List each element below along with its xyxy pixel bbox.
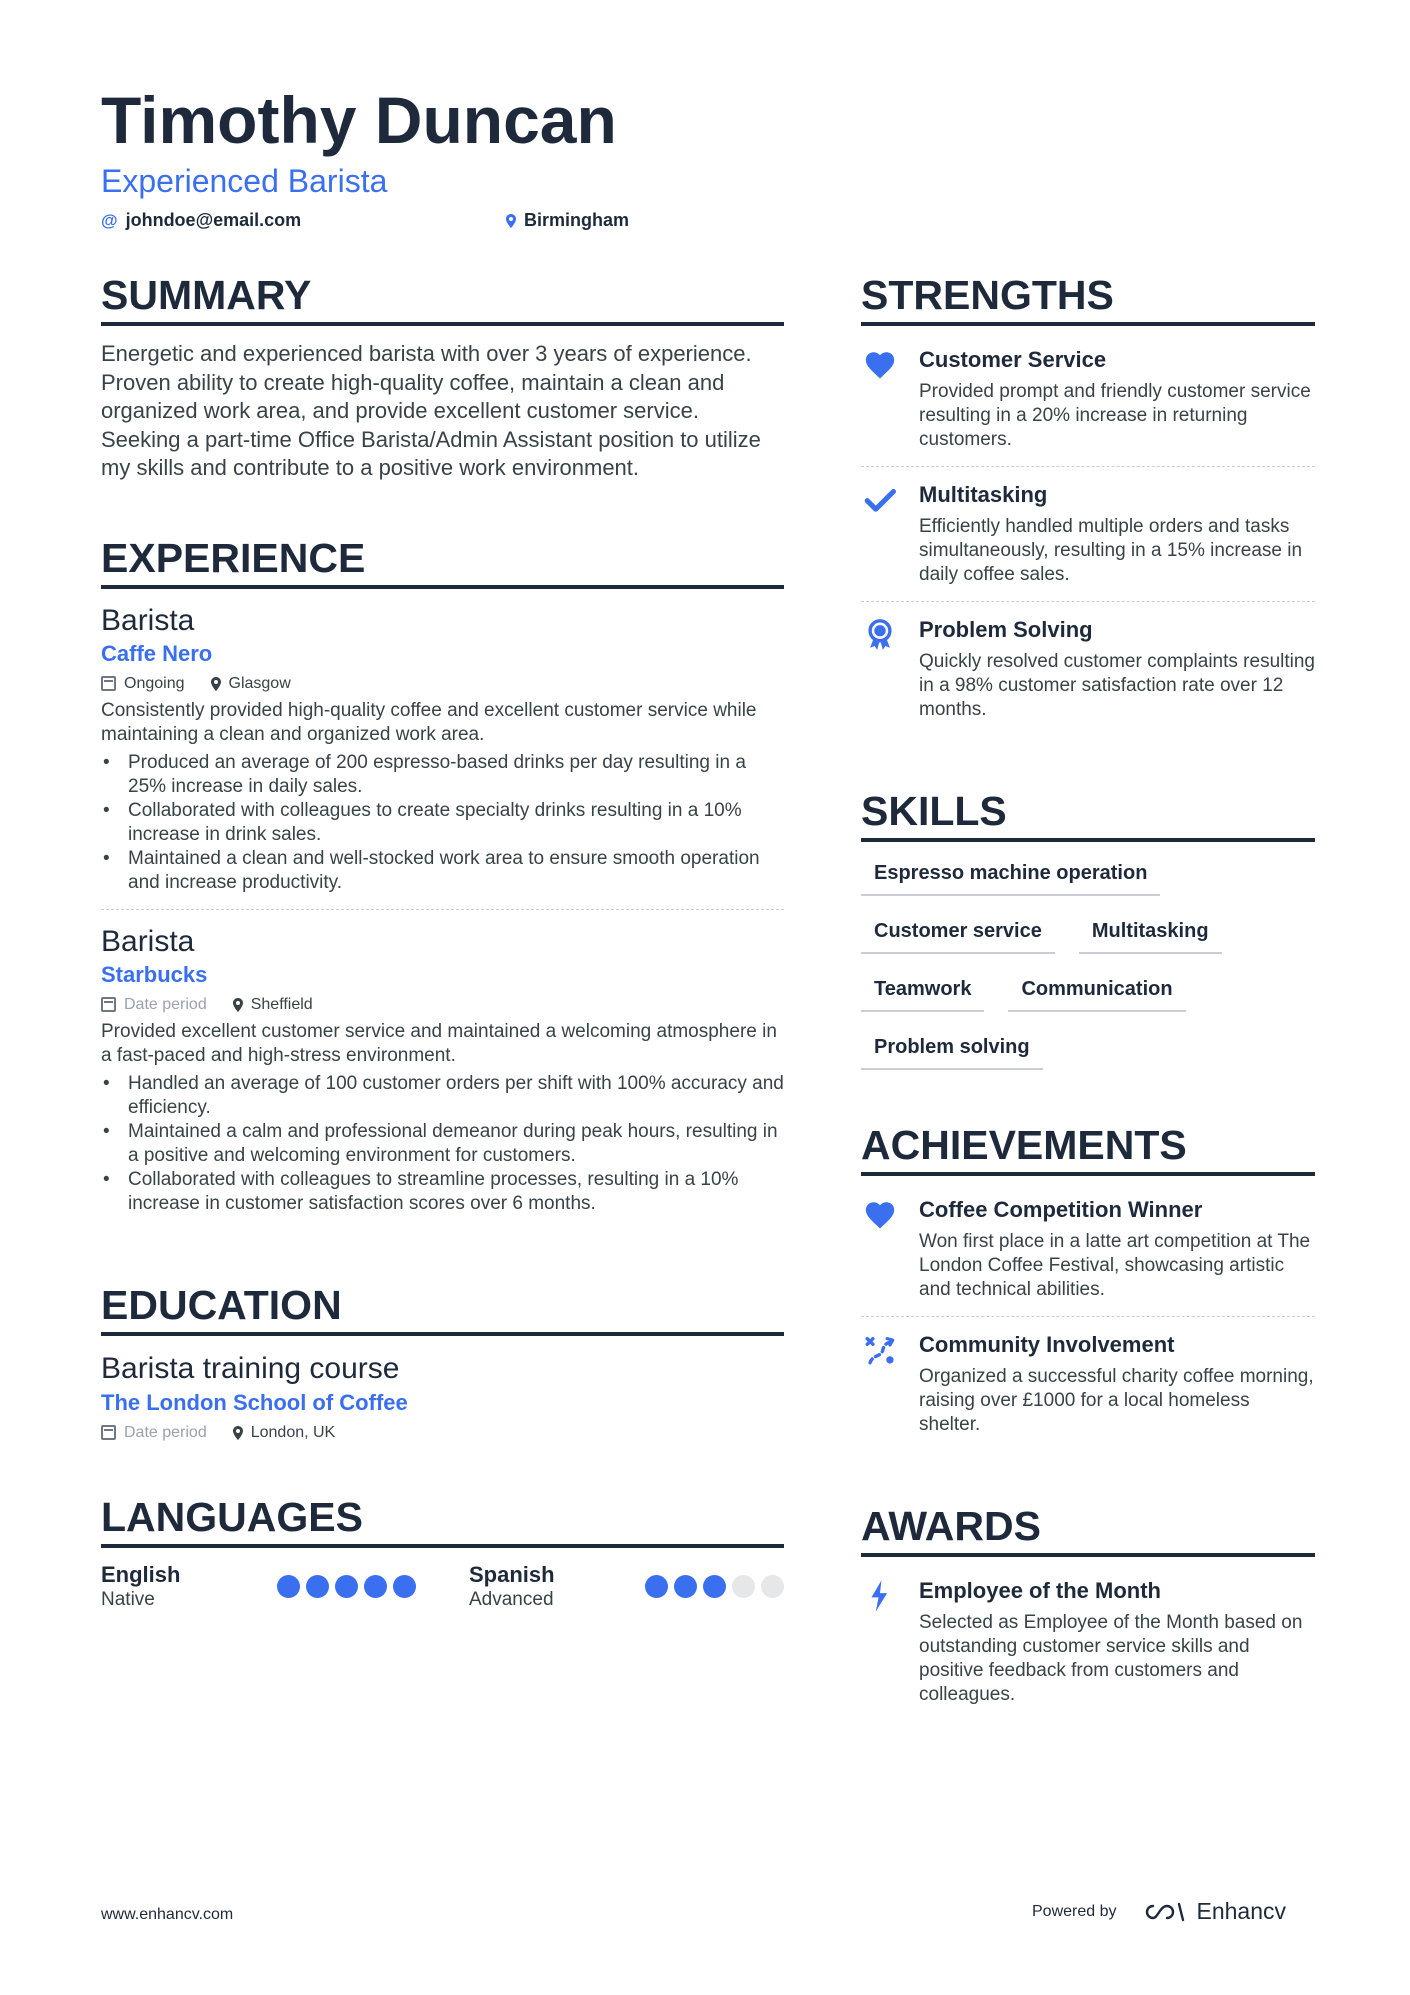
skill-tag: Communication [1008, 976, 1185, 1012]
brand-name: Enhancv [1196, 1898, 1287, 1924]
summary-section [101, 272, 784, 483]
bullet-item: • Maintained a clean and well-stocked work area to ensure smooth operation and increase productivity. [101, 847, 784, 895]
strength-title: Problem Solving [919, 617, 1093, 642]
rating-dot [306, 1575, 329, 1598]
experience-period [101, 996, 207, 1014]
language-name: Spanish [469, 1561, 555, 1587]
education-location [233, 1424, 336, 1442]
strength-item [861, 601, 1315, 736]
resume-header [101, 84, 1321, 231]
strength-item [861, 466, 1315, 601]
location-pin-icon [211, 677, 221, 691]
education-meta [101, 1424, 784, 1442]
rating-dot [761, 1575, 784, 1598]
email-text: johndoe@email.com [125, 210, 302, 230]
skills-heading: SKILLS [861, 788, 1315, 842]
rating-dot [277, 1575, 300, 1598]
experience-meta [101, 996, 784, 1014]
experience-role: Barista [101, 603, 195, 637]
language-rating [277, 1575, 416, 1598]
enhancv-logo-icon [1139, 1900, 1187, 1924]
rating-dot [364, 1575, 387, 1598]
location-pin-icon [233, 998, 243, 1012]
candidate-title: Experienced Barista [101, 163, 388, 199]
strengths-heading: STRENGTHS [861, 272, 1315, 326]
bullet-item: • Maintained a calm and professional demeanor during peak hours, resulting in a positive and welcoming environment for customers. [101, 1120, 784, 1168]
location-text: Birmingham [524, 210, 630, 230]
footer-website[interactable]: www.enhancv.com [101, 1906, 234, 1923]
contact-row [101, 210, 1321, 231]
location-pin-icon [506, 214, 516, 228]
experience-bullets [101, 1072, 784, 1216]
language-item [101, 1562, 416, 1612]
experience-role: Barista [101, 924, 195, 958]
award-item [861, 1571, 1315, 1721]
lightning-icon [861, 1577, 899, 1707]
skill-tag: Espresso machine operation [861, 860, 1160, 896]
experience-location [233, 996, 313, 1014]
bullet-item: • Handled an average of 100 customer orders per shift with 100% accuracy and efficiency. [101, 1072, 784, 1120]
experience-heading: EXPERIENCE [101, 535, 784, 589]
experience-location [211, 675, 291, 693]
bullet-item: • Collaborated with colleagues to streamline processes, resulting in a 10% increase in customer satisfaction scores over 6 months. [101, 1168, 784, 1216]
awards-section [861, 1503, 1315, 1721]
achievement-description: Organized a successful charity coffee morning, raising over £1000 for a local homeless shelter. [919, 1366, 1314, 1435]
skill-tag: Customer service [861, 918, 1055, 954]
summary-text: Energetic and experienced barista with over 3 years of experience. Proven ability to create high-quality coffee, maintain a clean and organized work area, and provide excellent customer service. Seeking a part-time Office Barista/Admin Assistant position to utilize my skills and contribute to a positive work environment. [101, 341, 761, 480]
calendar-icon [101, 997, 116, 1012]
period-text: Date period [124, 1423, 207, 1441]
experience-period [101, 675, 185, 693]
candidate-name: Timothy Duncan [101, 83, 617, 157]
achievement-description: Won first place in a latte art competition at The London Coffee Festival, showcasing artistic and technical abilities. [919, 1231, 1311, 1300]
rating-dot [703, 1575, 726, 1598]
enhancv-logo[interactable] [1139, 1898, 1287, 1925]
experience-item [101, 909, 784, 1230]
contact-location [506, 210, 629, 231]
experience-item [101, 603, 784, 909]
bullet-item: • Collaborated with colleagues to create specialty drinks resulting in a 10% increase in drink sales. [101, 799, 784, 847]
languages-row [101, 1562, 784, 1612]
award-ribbon-icon [861, 616, 899, 722]
skill-tag: Multitasking [1079, 918, 1222, 954]
route-icon [861, 1331, 899, 1437]
achievement-title: Coffee Competition Winner [919, 1197, 1203, 1222]
experience-company: Starbucks [101, 961, 208, 987]
footer-branding [1032, 1898, 1286, 1925]
experience-description: Provided excellent customer service and maintained a welcoming atmosphere in a fast-paced and high-stress environment. [101, 1020, 777, 1066]
education-degree: Barista training course [101, 1351, 400, 1385]
rating-dot [335, 1575, 358, 1598]
education-section [101, 1282, 784, 1442]
language-item [469, 1562, 784, 1612]
period-text: Ongoing [124, 674, 185, 692]
language-level: Native [101, 1588, 155, 1610]
achievement-title: Community Involvement [919, 1332, 1175, 1357]
calendar-icon [101, 1425, 116, 1440]
award-description: Selected as Employee of the Month based on outstanding customer service skills and positive feedback from customers and colleagues. [919, 1612, 1303, 1705]
education-school: The London School of Coffee [101, 1389, 408, 1415]
strengths-section [861, 272, 1315, 736]
achievement-item [861, 1316, 1315, 1451]
heart-icon [861, 346, 899, 452]
check-icon [861, 481, 899, 587]
location-text: Glasgow [228, 674, 291, 692]
language-name: English [101, 1561, 181, 1587]
skill-tag: Problem solving [861, 1034, 1043, 1070]
strength-description: Quickly resolved customer complaints resulting in a 98% customer satisfaction rate over 12 months. [919, 651, 1315, 720]
bullet-item: • Produced an average of 200 espresso-based drinks per day resulting in a 25% increase in daily sales. [101, 751, 784, 799]
rating-dot [732, 1575, 755, 1598]
achievements-heading: ACHIEVEMENTS [861, 1122, 1315, 1176]
experience-bullets [101, 751, 784, 895]
calendar-icon [101, 676, 116, 691]
language-rating [645, 1575, 784, 1598]
experience-company: Caffe Nero [101, 640, 213, 666]
skill-tag: Teamwork [861, 976, 984, 1012]
strength-description: Efficiently handled multiple orders and tasks simultaneously, resulting in a 15% increase in daily coffee sales. [919, 516, 1303, 585]
strength-title: Multitasking [919, 482, 1048, 507]
experience-description: Consistently provided high-quality coffee and excellent customer service while maintaining a clean and organized work area. [101, 699, 757, 745]
education-heading: EDUCATION [101, 1282, 784, 1336]
strength-description: Provided prompt and friendly customer service resulting in a 20% increase in returning customers. [919, 381, 1311, 450]
experience-section [101, 535, 784, 1230]
heart-icon [861, 1196, 899, 1302]
at-icon: @ [101, 210, 118, 230]
languages-heading: LANGUAGES [101, 1494, 784, 1548]
left-column [101, 272, 784, 1664]
experience-meta [101, 675, 784, 693]
education-period [101, 1424, 207, 1442]
languages-section [101, 1494, 784, 1612]
right-column [861, 272, 1315, 1773]
location-text: Sheffield [250, 995, 313, 1013]
rating-dot [674, 1575, 697, 1598]
rating-dot [645, 1575, 668, 1598]
location-pin-icon [233, 1426, 243, 1440]
achievements-section [861, 1122, 1315, 1451]
period-text: Date period [124, 995, 207, 1013]
language-level: Advanced [469, 1588, 554, 1610]
strength-title: Customer Service [919, 347, 1107, 372]
strength-item [861, 340, 1315, 466]
award-title: Employee of the Month [919, 1578, 1161, 1603]
location-text: London, UK [250, 1423, 336, 1441]
contact-email[interactable] [101, 210, 506, 231]
rating-dot [393, 1575, 416, 1598]
skills-list [861, 860, 1315, 1070]
skills-section [861, 788, 1315, 1070]
powered-by-text: Powered by [1032, 1902, 1117, 1920]
achievement-item [861, 1190, 1315, 1316]
summary-heading: SUMMARY [101, 272, 784, 326]
awards-heading: AWARDS [861, 1503, 1315, 1557]
